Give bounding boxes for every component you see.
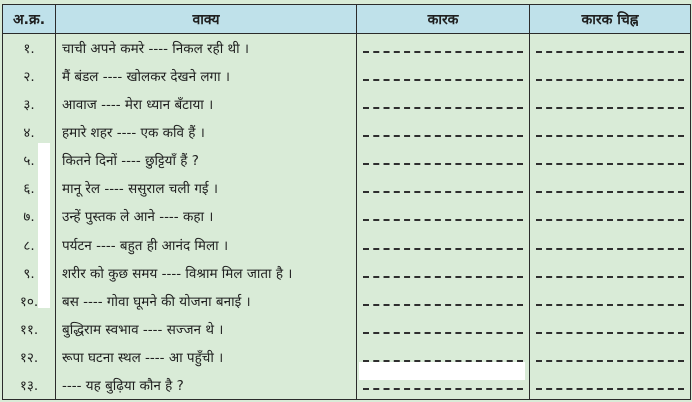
karak-answer-blank[interactable] <box>363 163 523 165</box>
table-body <box>3 34 691 400</box>
table-row <box>3 371 691 400</box>
header-number: अ.क्र. <box>3 5 56 34</box>
karak-answer-blank-cell <box>357 146 530 174</box>
row-sentence: शरीर को कुछ समय ---- विश्राम मिल जाता है । <box>56 259 357 287</box>
karak-answer-blank[interactable] <box>363 191 523 193</box>
row-number: १. <box>3 34 56 63</box>
karak-chinh-answer-blank-cell <box>530 90 691 118</box>
row-number: १३. <box>3 371 56 400</box>
karak-chinh-answer-blank[interactable] <box>536 304 684 306</box>
row-sentence: आवाज ---- मेरा ध्यान बँटाया । <box>56 90 357 118</box>
header-karak-chinh: कारक चिह्न <box>530 5 691 34</box>
row-number: ५. <box>3 146 56 174</box>
row-number: ११. <box>3 315 56 343</box>
table-row <box>3 146 691 174</box>
karak-chinh-answer-blank-cell <box>530 371 691 400</box>
row-number: १२. <box>3 343 56 371</box>
table-row <box>3 343 691 371</box>
row-number: ७. <box>3 202 56 230</box>
table-row <box>3 90 691 118</box>
karak-chinh-answer-blank[interactable] <box>536 135 684 137</box>
karak-chinh-answer-blank-cell <box>530 174 691 202</box>
table-row <box>3 174 691 202</box>
karak-answer-blank[interactable] <box>363 135 523 137</box>
karak-answer-blank-cell <box>357 287 530 315</box>
row-sentence: रूपा घटना स्थल ---- आ पहुँची । <box>56 343 357 371</box>
row-sentence: हमारे शहर ---- एक कवि हैं । <box>56 118 357 146</box>
table-header-row <box>3 5 691 34</box>
karak-answer-blank-cell <box>357 315 530 343</box>
karak-answer-blank[interactable] <box>363 248 523 250</box>
karak-chinh-answer-blank-cell <box>530 259 691 287</box>
karak-answer-blank-cell <box>357 259 530 287</box>
row-sentence: मानू रेल ---- ससुराल चली गई । <box>56 174 357 202</box>
karak-chinh-answer-blank-cell <box>530 34 691 63</box>
karak-chinh-answer-blank-cell <box>530 343 691 371</box>
karak-answer-blank[interactable] <box>363 219 523 221</box>
karak-answer-blank-cell <box>357 174 530 202</box>
karak-answer-blank-cell <box>357 230 530 258</box>
karak-answer-blank[interactable] <box>363 304 523 306</box>
row-sentence: चाची अपने कमरे ---- निकल रही थी । <box>56 34 357 63</box>
row-number: १०. <box>3 287 56 315</box>
karak-chinh-answer-blank[interactable] <box>536 248 684 250</box>
karak-answer-blank-cell <box>357 62 530 90</box>
karak-answer-blank-cell <box>357 118 530 146</box>
row-sentence: उन्हें पुस्तक ले आने ---- कहा । <box>56 202 357 230</box>
karak-chinh-answer-blank[interactable] <box>536 191 684 193</box>
karak-chinh-answer-blank[interactable] <box>536 360 684 362</box>
row-number: ९. <box>3 259 56 287</box>
row-sentence: बस ---- गोवा घूमने की योजना बनाई । <box>56 287 357 315</box>
karak-chinh-answer-blank-cell <box>530 230 691 258</box>
table-row <box>3 202 691 230</box>
karak-chinh-answer-blank[interactable] <box>536 79 684 81</box>
table-row <box>3 230 691 258</box>
karak-answer-blank[interactable] <box>363 51 523 53</box>
karak-answer-blank-cell <box>357 90 530 118</box>
header-karak: कारक <box>357 5 530 34</box>
row-number: ८. <box>3 230 56 258</box>
row-sentence: बुद्धिराम स्वभाव ---- सज्जन थे । <box>56 315 357 343</box>
karak-chinh-answer-blank-cell <box>530 202 691 230</box>
row-sentence: पर्यटन ---- बहुत ही आनंद मिला । <box>56 230 357 258</box>
header-sentence: वाक्य <box>56 5 357 34</box>
karak-chinh-answer-blank-cell <box>530 62 691 90</box>
row-number: २. <box>3 62 56 90</box>
white-mark-number-column <box>38 143 50 308</box>
row-sentence: ---- यह बुढ़िया कौन है ? <box>56 371 357 400</box>
karak-chinh-answer-blank[interactable] <box>536 276 684 278</box>
karak-answer-blank[interactable] <box>363 107 523 109</box>
row-number: ३. <box>3 90 56 118</box>
karak-chinh-answer-blank[interactable] <box>536 332 684 334</box>
row-number: ४. <box>3 118 56 146</box>
karak-chinh-answer-blank-cell <box>530 118 691 146</box>
karak-answer-blank-cell <box>357 202 530 230</box>
table-row <box>3 259 691 287</box>
karak-answer-blank-cell <box>357 34 530 63</box>
row-sentence: कितने दिनों ---- छुट्टियाँ हैं ? <box>56 146 357 174</box>
table-row <box>3 62 691 90</box>
table-row <box>3 315 691 343</box>
karak-chinh-answer-blank-cell <box>530 146 691 174</box>
karak-answer-blank[interactable] <box>363 388 523 390</box>
karak-exercise-table <box>2 4 691 400</box>
karak-chinh-answer-blank[interactable] <box>536 51 684 53</box>
karak-chinh-answer-blank[interactable] <box>536 163 684 165</box>
table-row <box>3 287 691 315</box>
karak-chinh-answer-blank-cell <box>530 315 691 343</box>
karak-answer-blank[interactable] <box>363 332 523 334</box>
karak-answer-blank[interactable] <box>363 79 523 81</box>
row-sentence: मैं बंडल ---- खोलकर देखने लगा । <box>56 62 357 90</box>
karak-answer-blank[interactable] <box>363 276 523 278</box>
table-row <box>3 118 691 146</box>
karak-chinh-answer-blank[interactable] <box>536 388 684 390</box>
karak-chinh-answer-blank[interactable] <box>536 107 684 109</box>
table-row <box>3 34 691 63</box>
row-number: ६. <box>3 174 56 202</box>
white-mark-last-row <box>359 362 525 380</box>
karak-chinh-answer-blank-cell <box>530 287 691 315</box>
karak-chinh-answer-blank[interactable] <box>536 219 684 221</box>
